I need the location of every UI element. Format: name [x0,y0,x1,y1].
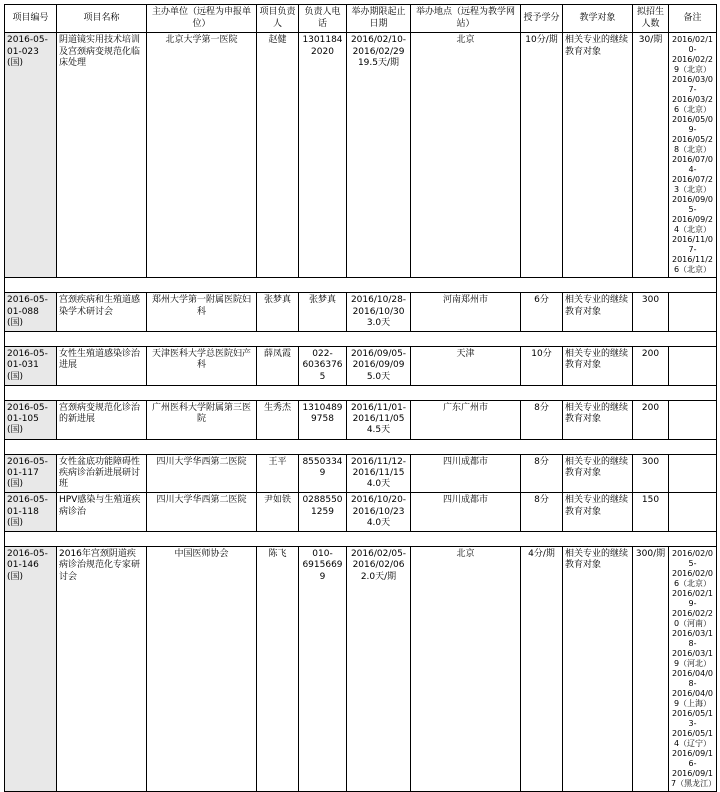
cell-code: 2016-05-01-023 (国) [5,33,57,278]
cell-quota: 300 [633,454,669,493]
header-leader: 项目负责人 [257,5,299,33]
cell-period: 2016/10/28-2016/10/30 3.0天 [347,293,411,332]
cell-place: 河南郑州市 [411,293,521,332]
cell-credits: 6分 [521,293,563,332]
table-row [5,347,717,386]
cell-leader: 薛凤霞 [257,347,299,386]
cell-code: 2016-05-01-117 (国) [5,454,57,493]
cell-credits: 10分 [521,347,563,386]
cell-period: 2016/02/05-2016/02/06 2.0天/期 [347,547,411,792]
cell-name: 2016年宫颈阴道疾病诊治规范化专家研讨会 [57,547,147,792]
cell-remark [669,454,717,493]
cell-code: 2016-05-01-105 (国) [5,400,57,439]
cell-audience: 相关专业的继续教育对象 [563,493,633,532]
row-spacer [5,385,717,400]
cell-org: 天津医科大学总医院妇产科 [147,347,257,386]
row-spacer [5,439,717,454]
cell-credits: 4分/期 [521,547,563,792]
spacer-cell [5,385,717,400]
cell-name: HPV感染与生殖道疾病诊治 [57,493,147,532]
header-remark: 备注 [669,5,717,33]
cell-period: 2016/11/12-2016/11/15 4.0天 [347,454,411,493]
cell-name: 阴道镜实用技术培训及宫颈病变规范化临床处理 [57,33,147,278]
cell-audience: 相关专业的继续教育对象 [563,547,633,792]
cell-place: 北京 [411,33,521,278]
header-credits: 授予学分 [521,5,563,33]
row-spacer [5,278,717,293]
cell-quota: 300 [633,293,669,332]
cell-phone: 13011842020 [299,33,347,278]
cell-credits: 8分 [521,454,563,493]
cell-remark: 2016/02/05-2016/02/06（北京）2016/02/19-2016/02/20（河南）2016/03/18-2016/03/19（河北）2016/04/08-2016/04/09（上海）2016/05/13-2016/05/14（辽宁）2016/09/16-2016/09/17（黑龙江） [669,547,717,792]
course-catalog-table [4,4,717,792]
cell-quota: 30/期 [633,33,669,278]
cell-audience: 相关专业的继续教育对象 [563,293,633,332]
cell-period: 2016/10/20-2016/10/23 4.0天 [347,493,411,532]
cell-place: 天津 [411,347,521,386]
cell-org: 北京大学第一医院 [147,33,257,278]
cell-code: 2016-05-01-088 (国) [5,293,57,332]
cell-leader: 张梦真 [257,293,299,332]
cell-phone: 010-69156699 [299,547,347,792]
cell-org: 四川大学华西第二医院 [147,493,257,532]
header-code: 项目编号 [5,5,57,33]
cell-phone: 85503349 [299,454,347,493]
spacer-cell [5,332,717,347]
cell-credits: 10分/期 [521,33,563,278]
cell-leader: 赵健 [257,33,299,278]
cell-audience: 相关专业的继续教育对象 [563,33,633,278]
table-row [5,547,717,792]
cell-phone: 13104899758 [299,400,347,439]
cell-place: 四川成都市 [411,493,521,532]
cell-credits: 8分 [521,493,563,532]
cell-name: 宫颈疾病和生殖道感染学术研讨会 [57,293,147,332]
table-header-row [5,5,717,33]
cell-quota: 200 [633,400,669,439]
cell-leader: 王平 [257,454,299,493]
cell-credits: 8分 [521,400,563,439]
cell-audience: 相关专业的继续教育对象 [563,454,633,493]
cell-phone: 022-60363765 [299,347,347,386]
cell-leader: 陈飞 [257,547,299,792]
table-row [5,400,717,439]
cell-period: 2016/02/10-2016/02/29 19.5天/期 [347,33,411,278]
header-period: 举办期限起止日期 [347,5,411,33]
header-audience: 教学对象 [563,5,633,33]
cell-place: 北京 [411,547,521,792]
cell-code: 2016-05-01-118 (国) [5,493,57,532]
header-name: 项目名称 [57,5,147,33]
table-row [5,33,717,278]
header-org: 主办单位（远程为申报单位） [147,5,257,33]
cell-phone: 02885501259 [299,493,347,532]
cell-leader: 尹如铁 [257,493,299,532]
cell-phone: 张梦真 [299,293,347,332]
cell-name: 女性生殖道感染诊治进展 [57,347,147,386]
cell-period: 2016/09/05-2016/09/09 5.0天 [347,347,411,386]
table-row [5,454,717,493]
cell-code: 2016-05-01-031 (国) [5,347,57,386]
cell-period: 2016/11/01-2016/11/05 4.5天 [347,400,411,439]
cell-quota: 150 [633,493,669,532]
spacer-cell [5,439,717,454]
cell-org: 广州医科大学附属第三医院 [147,400,257,439]
table-row [5,293,717,332]
cell-quota: 200 [633,347,669,386]
cell-remark [669,400,717,439]
row-spacer [5,332,717,347]
cell-remark: 2016/02/10-2016/02/29（北京）2016/03/07-2016/03/26（北京）2016/05/09-2016/05/28（北京）2016/07/04-2016/07/23（北京）2016/09/05-2016/09/24（北京）2016/11/07-2016/11/26（北京） [669,33,717,278]
cell-remark [669,293,717,332]
cell-place: 广东广州市 [411,400,521,439]
cell-code: 2016-05-01-146 (国) [5,547,57,792]
cell-org: 郑州大学第一附属医院妇科 [147,293,257,332]
cell-org: 中国医师协会 [147,547,257,792]
cell-audience: 相关专业的继续教育对象 [563,347,633,386]
cell-remark [669,347,717,386]
row-spacer [5,532,717,547]
header-quota: 拟招生人数 [633,5,669,33]
header-phone: 负责人电话 [299,5,347,33]
cell-place: 四川成都市 [411,454,521,493]
cell-name: 宫颈病变规范化诊治的新进展 [57,400,147,439]
cell-remark [669,493,717,532]
spacer-cell [5,532,717,547]
cell-org: 四川大学华西第二医院 [147,454,257,493]
spacer-cell [5,278,717,293]
cell-name: 女性盆底功能障碍性疾病诊治新进展研讨班 [57,454,147,493]
cell-leader: 生秀杰 [257,400,299,439]
cell-audience: 相关专业的继续教育对象 [563,400,633,439]
table-row [5,493,717,532]
cell-quota: 300/期 [633,547,669,792]
header-place: 举办地点（远程为教学网站） [411,5,521,33]
